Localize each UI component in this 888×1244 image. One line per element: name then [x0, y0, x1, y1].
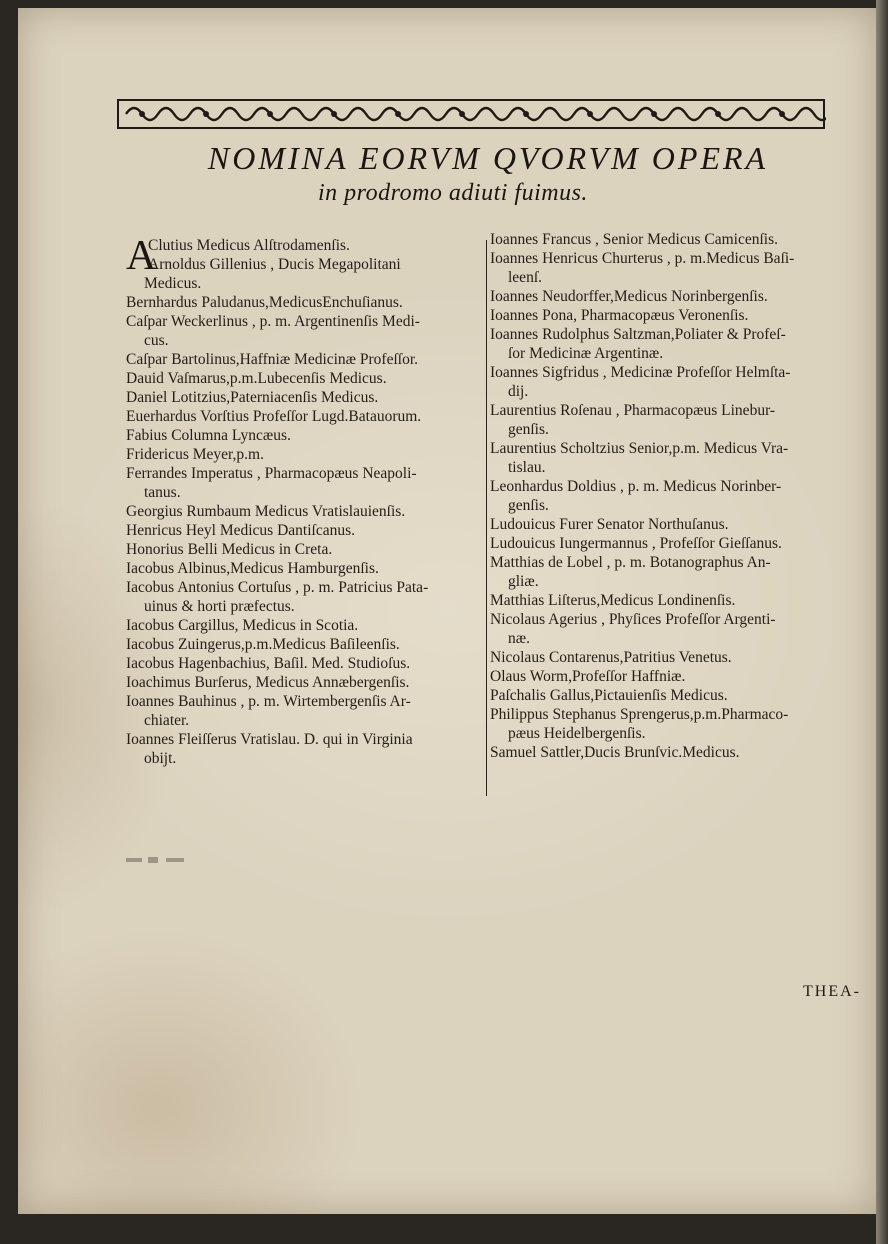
list-item: Laurentius Roſenau , Pharmacopæus Linebur- genſis. [490, 402, 776, 438]
faint-print-mark [126, 854, 206, 866]
list-item: Arnoldus Gillenius , Ducis Megapolitani [148, 256, 401, 273]
list-item: Georgius Rumbaum Medicus Vratislauienſis. [126, 503, 406, 520]
list-item: Bernhardus Paludanus,MedicusEnchuſianus. [126, 294, 403, 311]
list-item: Henricus Heyl Medicus Dantiſcanus. [126, 522, 355, 539]
list-item: Nicolaus Agerius , Phyſices Profeſſor Argenti- næ. [490, 611, 776, 647]
list-item: Clutius Medicus Alſtrodamenſis. [148, 237, 350, 254]
left-entry-list [126, 293, 486, 768]
page-subtitle: in prodromo adiuti fuimus. [318, 180, 588, 206]
right-entry-list [490, 230, 850, 762]
list-item: Ferrandes Imperatus , Pharmacopæus Neapoli- tanus. [126, 465, 417, 501]
list-item-continuation: Medicus. [144, 275, 202, 292]
list-item: Iacobus Hagenbachius, Baſil. Med. Studioſus. [126, 655, 411, 672]
first-entry-block [126, 233, 486, 279]
book-page [18, 8, 876, 1214]
right-column [490, 230, 850, 762]
list-item: Ioachimus Burſerus, Medicus Annæbergenſis. [126, 674, 410, 691]
list-item: Ludouicus Furer Senator Northuſanus. [490, 516, 729, 533]
list-item: Iacobus Zuingerus,p.m.Medicus Baſileenſis. [126, 636, 400, 653]
list-item: Fabius Columna Lyncæus. [126, 427, 291, 444]
page-title: NOMINA EORVM QVORVM OPERA [207, 140, 769, 176]
list-item: Ioannes Henricus Churterus , p. m.Medicus Baſi- leenſ. [490, 250, 795, 286]
catchword: THEA- [803, 983, 861, 1000]
list-item: Ludouicus Iungermannus , Profeſſor Gieſſanus. [490, 535, 782, 552]
list-item: Ioannes Pona, Pharmacopæus Veronenſis. [490, 307, 749, 324]
list-item: Caſpar Bartolinus,Haffniæ Medicinæ Profeſſor. [126, 351, 419, 368]
column-divider [486, 240, 487, 796]
list-item: Iacobus Antonius Cortuſus , p. m. Patricius Pata- uinus & horti præfectus. [126, 579, 429, 615]
list-item: Daniel Lotitzius,Paterniacenſis Medicus. [126, 389, 379, 406]
list-item: Ioannes Rudolphus Saltzman,Poliater & Profeſ- ſor Medicinæ Argentinæ. [490, 326, 786, 362]
ornamental-border [116, 94, 826, 134]
drop-cap: A [126, 233, 157, 279]
list-item: Ioannes Bauhinus , p. m. Wirtembergenſis Ar- chiater. [126, 693, 411, 729]
list-item: Fridericus Meyer,p.m. [126, 446, 264, 463]
list-item: Paſchalis Gallus,Pictauienſis Medicus. [490, 687, 728, 704]
list-item: Ioannes Neudorffer,Medicus Norinbergenſis. [490, 288, 768, 305]
adjacent-page-edge [876, 0, 888, 1244]
list-item: Laurentius Scholtzius Senior,p.m. Medicus Vra- tislau. [490, 440, 789, 476]
list-item: Ioannes Sigfridus , Medicinæ Profeſſor Helmſta- dij. [490, 364, 791, 400]
list-item: Iacobus Cargillus, Medicus in Scotia. [126, 617, 359, 634]
list-item: Ioannes Fleiſſerus Vratislau. D. qui in Virginia obijt. [126, 731, 413, 767]
list-item: Olaus Worm,Profeſſor Haffniæ. [490, 668, 686, 685]
list-item: Philippus Stephanus Sprengerus,p.m.Pharmaco- pæus Heidelbergenſis. [490, 706, 789, 742]
list-item: Iacobus Albinus,Medicus Hamburgenſis. [126, 560, 379, 577]
list-item: Matthias Liſterus,Medicus Londinenſis. [490, 592, 736, 609]
list-item: Samuel Sattler,Ducis Brunſvic.Medicus. [490, 744, 740, 761]
list-item: Honorius Belli Medicus in Creta. [126, 541, 333, 558]
list-item: Caſpar Weckerlinus , p. m. Argentinenſis Medi- cus. [126, 313, 420, 349]
list-item: Leonhardus Doldius , p. m. Medicus Norinber- genſis. [490, 478, 782, 514]
list-item: Dauid Vaſmarus,p.m.Lubecenſis Medicus. [126, 370, 387, 387]
list-item: Matthias de Lobel , p. m. Botanographus An- gliæ. [490, 554, 771, 590]
list-item: Nicolaus Contarenus,Patritius Venetus. [490, 649, 732, 666]
list-item: Euerhardus Vorſtius Profeſſor Lugd.Batauorum. [126, 408, 422, 425]
list-item: Ioannes Francus , Senior Medicus Camicenſis. [490, 231, 778, 248]
left-column [126, 233, 486, 768]
